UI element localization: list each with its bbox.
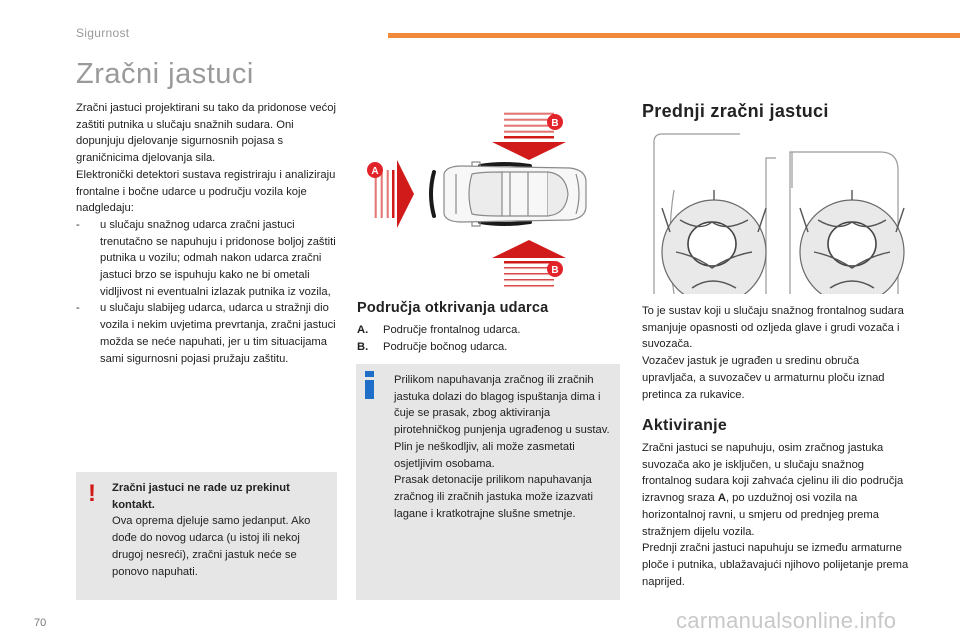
warning-bold: Zračni jastuci ne rade uz prekinut kontakt. (112, 482, 290, 511)
zones-heading: Područja otkrivanja udarca (357, 300, 549, 316)
list-item (357, 339, 617, 356)
badge-b-icon (547, 114, 563, 130)
list-item (76, 217, 338, 301)
info-paragraph: Plin je neškodljiv, ali može zasmetati osjetljivim osobama. (394, 440, 575, 470)
activation-text-part: , po uzdužnoj osi vozila na horizontalnoj ravni, u smjeru od prednjeg prema stražnjem dijelu vozila. (642, 492, 879, 538)
badge-a-icon (367, 162, 383, 178)
activation-paragraph (642, 440, 910, 540)
impact-zones-diagram (352, 112, 614, 288)
info-paragraph: Prilikom napuhavanja zračnog ili zračnih jastuka dolazi do blagog ispuštanja dima i čuje se prasak, zbog aktiviranja pirotehničkog punjenja ugrađenog u sustav. (394, 374, 610, 437)
list-item (357, 322, 617, 339)
activation-heading: Aktiviranje (642, 417, 728, 434)
bullet-dash: - (76, 218, 80, 231)
info-text (394, 372, 616, 522)
bullet-dash: - (76, 302, 80, 315)
front-airbags-illustration (640, 128, 912, 294)
front-paragraph: To je sustav koji u slučaju snažnog frontalnog sudara smanjuje opasnosti od ozljeda glave i grudi vozača i suvozača. (642, 305, 904, 351)
exclamation-icon: ! (88, 480, 96, 507)
bullet-text: u slučaju slabijeg udarca, udarca u stražnji dio vozila i nekim uvjetima prevrtanja, zračni jastuci možda se neće napuhati, jer u tim situacijama sami sigurnosni pojasi pružaju zaštitu. (100, 302, 336, 365)
info-icon (365, 371, 374, 399)
header-accent-bar (388, 33, 960, 38)
driver-airbag (662, 190, 766, 294)
zone-a-reference: A (717, 492, 726, 505)
intro-paragraph: Zračni jastuci projektirani su tako da pridonose većoj zaštiti putnika u slučaju snažnih sudara. Oni dopunjuju djelovanje sigurnosnih pojasa s graničnicima djelovanja sila. (76, 102, 336, 165)
car-icon (444, 162, 586, 226)
intro-text (76, 100, 338, 367)
label-b: B (551, 118, 559, 129)
activation-text-part: Zračni jastuci se napuhuju, osim zračnog jastuka suvozača ako je isključen, u slučaju snažnog frontalnog sudara koji zahvaća cjelinu ili dio područja izravnog sraza (642, 442, 904, 505)
label-a: A (371, 166, 379, 177)
page-number: 70 (34, 617, 47, 629)
page-title: Zračni jastuci (76, 58, 254, 90)
label-b: B (551, 265, 559, 276)
section-label: Sigurnost (76, 26, 130, 40)
watermark: carmanualsonline.info (676, 608, 897, 633)
passenger-airbag (800, 190, 904, 294)
list-item (76, 300, 338, 367)
warning-body: Ova oprema djeluje samo jedanput. Ako dođe do novog udarca (u istoj ili nekoj drugoj nesreći), zračni jastuk neće se ponovo napuhati. (112, 515, 311, 578)
activation-text (642, 440, 910, 590)
front-airbags-text (642, 303, 904, 403)
badge-b-icon (547, 261, 563, 277)
zone-text: Područje bočnog udarca. (383, 340, 508, 353)
front-airbags-heading: Prednji zračni jastuci (642, 101, 829, 121)
warning-text (112, 480, 328, 580)
zones-list (357, 322, 617, 355)
bullet-text: u slučaju snažnog udarca zračni jastuci trenutačno se napuhuju i pridonose boljoj zaštiti putnika u vozilu; odmah nakon udarca zračni jastuci brzo se ispuhuju kako ne bi ometali vidljivost ni eventualni izlazak putnika iz vozila, (100, 218, 336, 298)
intro-paragraph: Elektronički detektori sustava registriraju i analiziraju frontalne i bočne udarce u području vozila koje nadgledaju: (76, 168, 336, 215)
zone-text: Područje frontalnog udarca. (383, 324, 521, 336)
info-paragraph: Prasak detonacije prilikom napuhavanja zračnog ili zračnih jastuka može izazvati lagane i kratkotrajne slušne smetnje. (394, 474, 593, 520)
front-paragraph: Vozačev jastuk je ugrađen u sredinu obruča upravljača, a suvozačev u armaturnu ploču iznad pretinca za rukavice. (642, 355, 885, 401)
activation-paragraph: Prednji zračni jastuci napuhuju se između armaturne ploče i putnika, ublažavajući njihovo polijetanje prema naprijed. (642, 542, 909, 588)
zone-label: A. (357, 324, 369, 336)
zone-label: B. (357, 340, 369, 353)
